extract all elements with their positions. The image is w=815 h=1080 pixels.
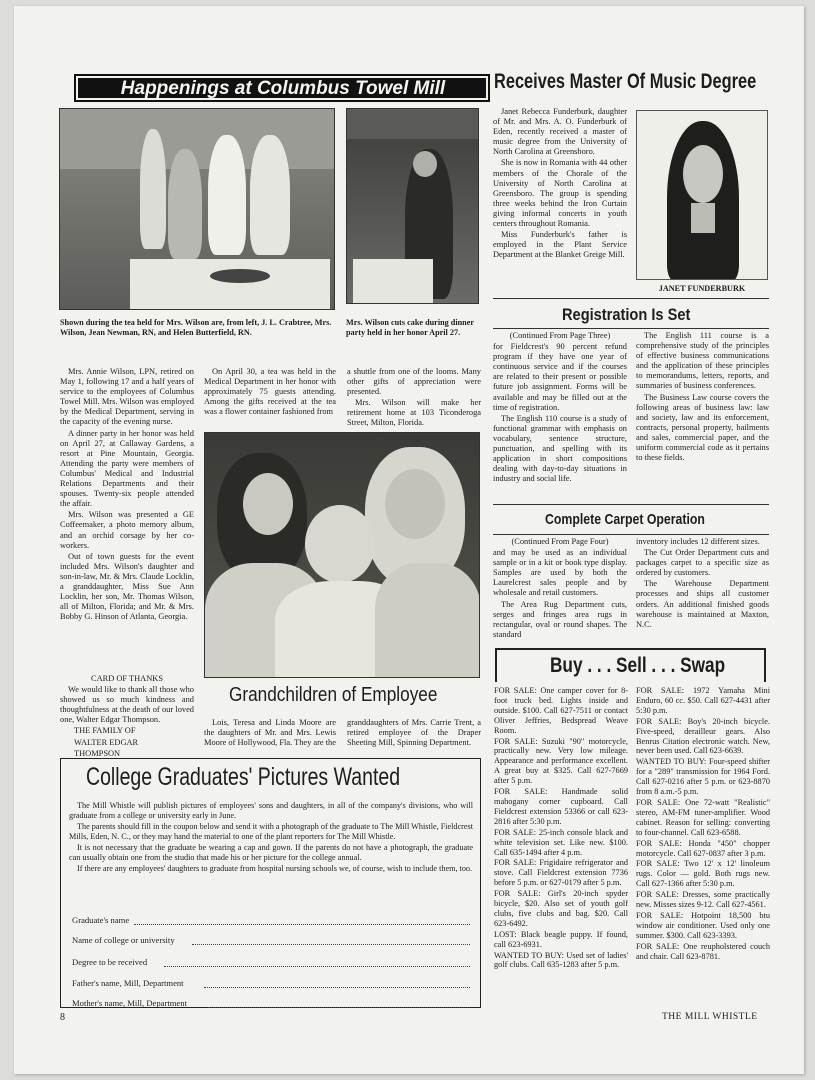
divider-carpet-2: [493, 534, 769, 535]
ad-4: FOR SALE: 25-inch console black and white television set. Like new. $100. Call 635-1494 after 4 p.m.: [494, 827, 628, 857]
field-mother-label: Mother's name, Mill, Department: [72, 998, 187, 1008]
college-intro: [69, 801, 473, 875]
carpet-headline: Complete Carpet Operation: [545, 511, 705, 528]
carpet-col1: [493, 537, 627, 641]
music-article: [493, 107, 627, 261]
ad-15: FOR SALE: Dresses, some practically new. Misses sizes 9-12. Call 627-4561.: [636, 890, 770, 910]
buysell-headline: Buy . . . Sell . . . Swap: [550, 654, 726, 677]
field-college-name-label: Name of college or university: [72, 935, 175, 945]
grandchildren-text-right: [347, 718, 481, 749]
towel-col3-para-1: a shuttle from one of the looms. Many other gifts of appreciation were presented.: [347, 367, 481, 397]
page-number: 8: [60, 1012, 65, 1023]
grandchildren-text-left: [204, 718, 336, 749]
field-graduate-name-line[interactable]: [134, 924, 470, 925]
grandchildren-headline: Grandchildren of Employee: [229, 684, 438, 706]
music-para-3: Miss Funderburk's father is employed in the Plant Service Department at the Blanket Greige Mill.: [493, 230, 627, 260]
registration-para-1: for Fieldcrest's 90 percent refund program if they have one year of continuous service and if the courses are related to their present or possible future job assignment. Forms will be available and may be filled out at the time of registration.: [493, 342, 627, 412]
divider-carpet: [493, 504, 769, 505]
carpet-para-3: inventory includes 12 different sizes.: [636, 537, 760, 546]
tea-group-photo: [59, 108, 335, 310]
ad-16: FOR SALE: Hotpoint 18,500 btu window air conditioner. Used only one summer. $300. Call 623-3393.: [636, 910, 770, 940]
towel-col2-para: On April 30, a tea was held in the Medical Department in her honor with approximately 75 guests attending. Among the gifts received at the tea was a flower container fashioned from: [204, 367, 336, 417]
thanks-sign-1: THE FAMILY OF: [74, 726, 136, 736]
thanks-title: CARD OF THANKS: [91, 674, 163, 683]
ad-7: LOST: Black beagle puppy. If found, call 623-6931.: [494, 929, 628, 949]
thanks-sign-3: THOMPSON: [74, 748, 121, 758]
college-headline: College Graduates' Pictures Wanted: [86, 763, 401, 791]
music-headline: Receives Master Of Music Degree: [494, 70, 757, 93]
janet-funderburk-portrait: [636, 110, 768, 280]
towel-headline: Happenings at Columbus Towel Mill: [120, 78, 446, 99]
ad-14: FOR SALE: Two 12' x 12' linoleum rugs. Color — gold. Both rugs new. Call 627-1366 after 5:30 p.m.: [636, 859, 770, 889]
buysell-col1: [494, 686, 628, 971]
registration-col1: [493, 331, 627, 485]
towel-col3-para-2: Mrs. Wilson will make her retirement home at 103 Ticonderoga Street, Milton, Florida.: [347, 398, 481, 428]
card-of-thanks: [60, 674, 194, 760]
portrait-caption: JANET FUNDERBURK: [658, 284, 746, 293]
buysell-col2: [636, 686, 770, 962]
grandchildren-para-2: granddaughters of Mrs. Carrie Trent, a retired employee of the Draper Sheeting Mill, Spinning Department.: [347, 718, 481, 748]
field-graduate-name-label: Graduate's name: [72, 915, 130, 925]
ad-8: WANTED TO BUY: Used set of ladies' golf clubs. Call 635-1283 after 5 p.m.: [494, 950, 628, 970]
music-para-1: Janet Rebecca Funderburk, daughter of Mr. and Mrs. A. O. Funderburk of Eden, recently received a master of music degree from the University of North Carolina at Greensboro.: [493, 107, 627, 157]
carpet-col2: [636, 537, 769, 631]
college-para-2: The parents should fill in the coupon below and send it with a photograph of the graduate to The Mill Whistle, Fieldcrest Mills, Eden, N. C., or they may hand the material to one of the plant reporters for The Mill Whistle.: [69, 822, 473, 841]
ad-12: FOR SALE: One 72-watt "Realistic" stereo, AM-FM tuner-amplifier. Wood cabinet. Reason for selling: converting to four-channel. Call 623-6588.: [636, 797, 770, 837]
towel-para-1: Mrs. Annie Wilson, LPN, retired on May 1, following 17 and a half years of service to the employees of Columbus Towel Mill. Mrs. Wilson was employed by the Medical Department, serving in the capacity of the evening nurse.: [60, 367, 194, 427]
ad-17: FOR SALE: One reupholstered couch and chair. Call 623-8781.: [636, 941, 770, 961]
college-graduates-box: [60, 758, 481, 1008]
ad-10: FOR SALE: Boy's 20-inch bicycle. Five-speed, derailleur gears. Also Benrus Citation electronic watch. New, never been used. Call 623-6639.: [636, 716, 770, 756]
college-para-1: The Mill Whistle will publish pictures of employees' sons and daughters, in all of the company's divisions, who will graduate from a college or university early in June.: [69, 801, 473, 820]
newspaper-page: [14, 6, 804, 1074]
ad-2: FOR SALE: Suzuki "90" motorcycle, practically new. Very low mileage. Appearance and performance excellent. A great buy at $325. Call 627-7669 after 5 p.m.: [494, 736, 628, 786]
towel-article-col3: [347, 367, 481, 430]
carpet-para-2: The Area Rug Department cuts, serges and fringes area rugs in rectangular, oval or round shapes. The standard: [493, 599, 627, 639]
registration-para-4: The Business Law course covers the following areas of business law: law and society, law and its enforcement, contracts, personal property, bailments and sales, commercial paper, and the uniform commercial code as it pertains to these fields.: [636, 392, 769, 463]
carpet-para-4: The Cut Order Department cuts and packages carpet to a specific size as ordered by customers.: [636, 548, 769, 578]
towel-para-2: A dinner party in her honor was held on April 27, at Callaway Gardens, a resort at Pine Mountain, Georgia. Attending the party were members of Columbus' Medical and Industrial Relations Departments and their spouses. Twenty-six people attended the affair.: [60, 428, 194, 509]
field-degree-line[interactable]: [164, 966, 470, 967]
college-para-3: It is not necessary that the graduate be wearing a cap and gown. If the parents do not have a photograph, the graduate can usually obtain one from the studio that made his or her picture for the college annual.: [69, 843, 473, 862]
registration-para-2: The English 110 course is a study of functional grammar with emphasis on vocabulary, sentence structure, punctuation, and spelling with its application in short compositions dealing with day-to-day situations in industry and social life.: [493, 413, 627, 484]
registration-col2: [636, 331, 769, 464]
registration-para-3: The English 111 course is a comprehensive study of the principles of effective business communications and the application of these principles to memorandums, letters, reports, and summaries of business conferences.: [636, 331, 769, 391]
registration-headline: Registration Is Set: [562, 305, 691, 324]
cake-cutting-photo: [346, 108, 479, 304]
ad-11: WANTED TO BUY: Four-speed shifter for a "289" transmission for 1964 Ford. Call 627-0216 after 5 p.m. or 623-8870 from 8 a.m.-5 p.m.: [636, 757, 770, 797]
towel-para-4: Out of town guests for the event included Mrs. Wilson's daughter and son-in-law, Mr. & Mrs. Claude Locklin, a granddaughter, Miss Sue Ann Locklin, her son, Mr. Thomas Wilson, all of Milton, Florida; and Mr. & Mrs. Bobby G. Hinson of Atlanta, Georgia.: [60, 551, 194, 622]
field-degree-label: Degree to be received: [72, 957, 148, 967]
ad-5: FOR SALE: Frigidaire refrigerator and stove. Call Fieldcrest extension 7736 before 5 p.m. or 627-0179 after 5 p.m.: [494, 858, 628, 888]
ad-3: FOR SALE: Handmade solid mahogany corner cupboard. Call Fieldcrest extension 53366 or call 623-2816 after 5:30 p.m.: [494, 787, 628, 826]
ad-9: FOR SALE: 1972 Yamaha Mini Enduro, 60 cc. $50. Call 627-4431 after 5:30 p.m.: [636, 686, 770, 715]
towel-article-col1: [60, 367, 194, 623]
carpet-para-5: The Warehouse Department processes and ships all customer orders. An additional finished goods warehouse is maintained at Maxton, N.C.: [636, 579, 769, 629]
field-father-line[interactable]: [204, 987, 470, 988]
tea-photo-caption: Shown during the tea held for Mrs. Wilson are, from left, J. L. Crabtree, Mrs. Wilson, Jean Newman, RN, and Helen Butterfield, RN.: [60, 318, 332, 337]
carpet-para-1: and may be used as an individual sample or in a kit or book type display. Samples are used by both the Laurelcrest sales people and by wholesale and retail customers.: [493, 548, 627, 598]
cake-photo-caption: Mrs. Wilson cuts cake during dinner party held in her honor April 27.: [346, 318, 474, 337]
field-college-name-line[interactable]: [192, 944, 470, 945]
ad-6: FOR SALE: Girl's 20-inch spyder bicycle, $20. Also set of youth golf clubs, five clubs and bag. $20. Call 623-6492.: [494, 889, 628, 928]
grandchildren-photo: [204, 432, 480, 678]
field-mother-line[interactable]: [208, 1007, 470, 1008]
grandchildren-para-1: Lois, Teresa and Linda Moore are the daughters of Mr. and Mrs. Lewis Moore of Hollywood, Fla. They are the: [204, 718, 336, 748]
towel-headline-banner: [74, 74, 490, 102]
college-para-4: If there are any employees' daughters to graduate from hospital nursing schools we, of course, wish to include them, too.: [77, 864, 473, 873]
thanks-sign-2: WALTER EDGAR: [74, 737, 139, 747]
towel-para-3: Mrs. Wilson was presented a GE Coffeemaker, a photo memory album, and an orchid corsage by her co-workers.: [60, 510, 194, 550]
footer-publication-title: THE MILL WHISTLE: [662, 1012, 758, 1022]
field-father-label: Father's name, Mill, Department: [72, 978, 184, 988]
ad-1: FOR SALE: One camper cover for 8-foot truck bed. Lights inside and outside. $100. Call 627-7511 or contact Oliver Jeffries, Bedspread Weave Room.: [494, 686, 628, 735]
divider-registration: [493, 298, 769, 299]
music-para-2: She is now in Romania with 44 other members of the Chorale of the University of North Carolina at Greensboro. The group is spending three weeks behind the Iron Curtain giving informal concerts in youth centers throughout Romania.: [493, 158, 627, 229]
thanks-body: We would like to thank all those who showed us so much kindness and thoughtfulness at the death of our loved one, Walter Edgar Thompson.: [60, 685, 194, 725]
divider-registration-2: [493, 328, 769, 329]
registration-continued: (Continued From Page Three): [509, 331, 611, 340]
towel-article-col2: [204, 367, 336, 418]
ad-13: FOR SALE: Honda "450" chopper motorcycle. Call 627-0837 after 3 p.m.: [636, 838, 770, 858]
carpet-continued: (Continued From Page Four): [511, 537, 609, 546]
